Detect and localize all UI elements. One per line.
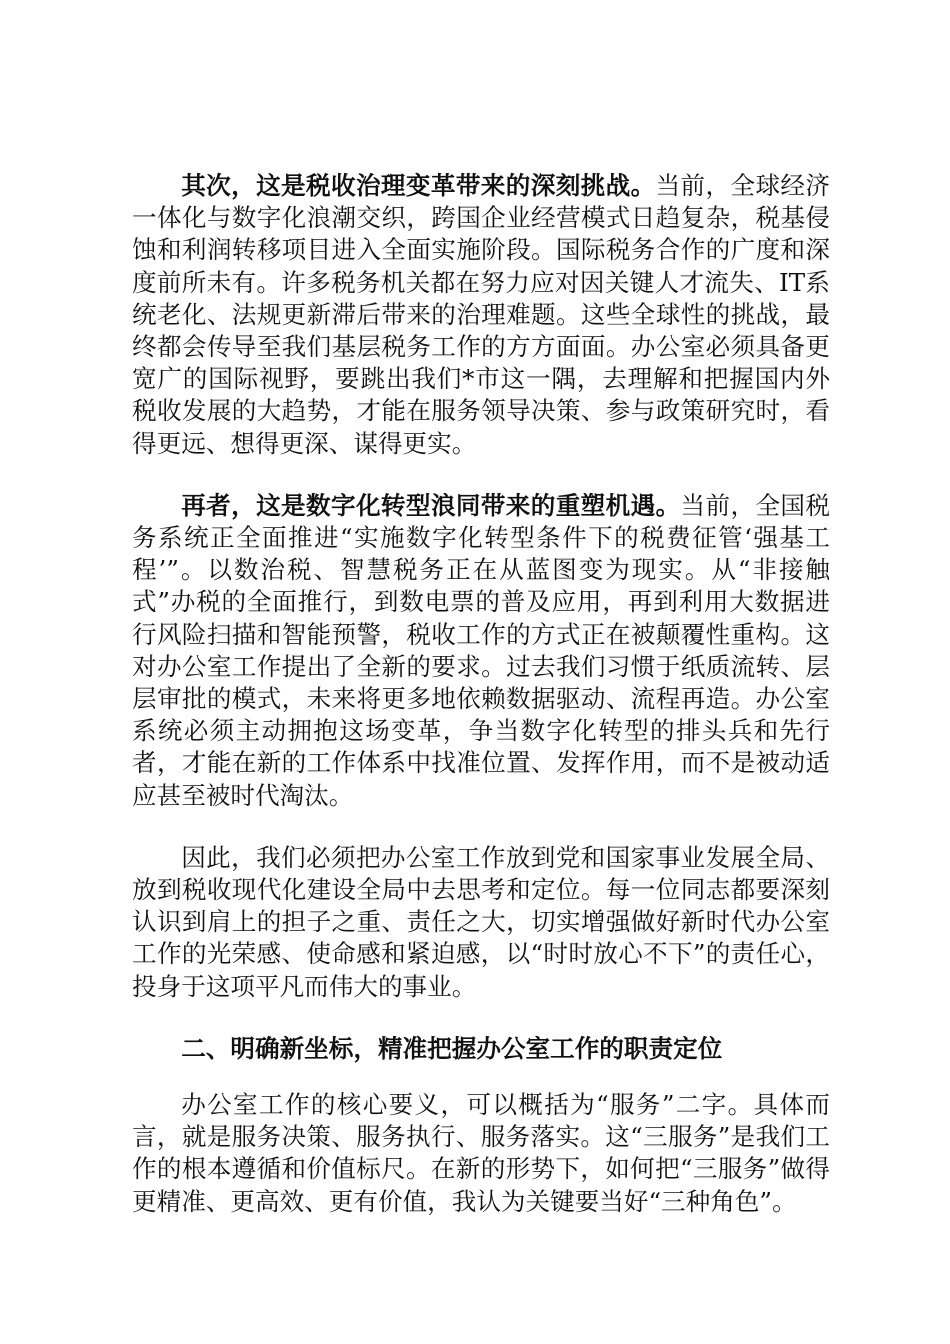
closing-paragraph: 办公室工作的核心要义，可以概括为“服务”二字。具体而言，就是服务决策、服务执行、服务落实。这“三服务”是我们工作的根本遵循和价值标尺。在新的形势下，如何把“三服务”做得更精准、更高效、更有价值，我认为关键要当好“三种角色”。 [132,1090,830,1216]
document-page [132,170,830,1248]
paragraph-1 [132,170,830,460]
paragraph-1-lead: 其次，这是税收治理变革带来的深刻挑战。 [181,171,656,200]
section-heading: 二、明确新坐标，精准把握办公室工作的职责定位 [181,1033,723,1063]
paragraph-3-body: 因此，我们必须把办公室工作放到党和国家事业发展全局、放到税收现代化建设全局中去思考和定位。每一位同志都要深刻认识到肩上的担子之重、责任之大，切实增强做好新时代办公室工作的光荣感、使命感和紧迫感，以“时时放心不下”的责任心，投身于这项平凡而伟大的事业。 [132,842,830,1001]
paragraph-3 [132,842,830,1003]
paragraph-2 [132,490,830,812]
paragraph-1-body: 当前，全球经济一体化与数字化浪潮交织，跨国企业经营模式日趋复杂，税基侵蚀和利润转移项目进入全面实施阶段。国际税务合作的广度和深度前所未有。许多税务机关都在努力应对因关键人才流失、IT系统老化、法规更新滞后带来的治理难题。这些全球性的挑战，最终都会传导至我们基层税务工作的方方面面。办公室必须具备更宽广的国际视野，要跳出我们*市这一隅，去理解和把握国内外税收发展的大趋势，才能在服务领导决策、参与政策研究时，看得更远、想得更深、谋得更实。 [132,171,830,458]
paragraph-2-body: 当前，全国税务系统正全面推进“实施数字化转型条件下的税费征管‘强基工程’”。以数治税、智慧税务正在从蓝图变为现实。从“非接触式”办税的全面推行，到数电票的普及应用，再到利用大数据进行风险扫描和智能预警，税收工作的方式正在被颠覆性重构。这对办公室工作提出了全新的要求。过去我们习惯于纸质流转、层层审批的模式，未来将更多地依赖数据驱动、流程再造。办公室系统必须主动拥抱这场变革，争当数字化转型的排头兵和先行者，才能在新的工作体系中找准位置、发挥作用，而不是被动适应甚至被时代淘汰。 [132,490,830,810]
paragraph-2-lead: 再者，这是数字化转型浪同带来的重塑机遇。 [181,490,681,520]
